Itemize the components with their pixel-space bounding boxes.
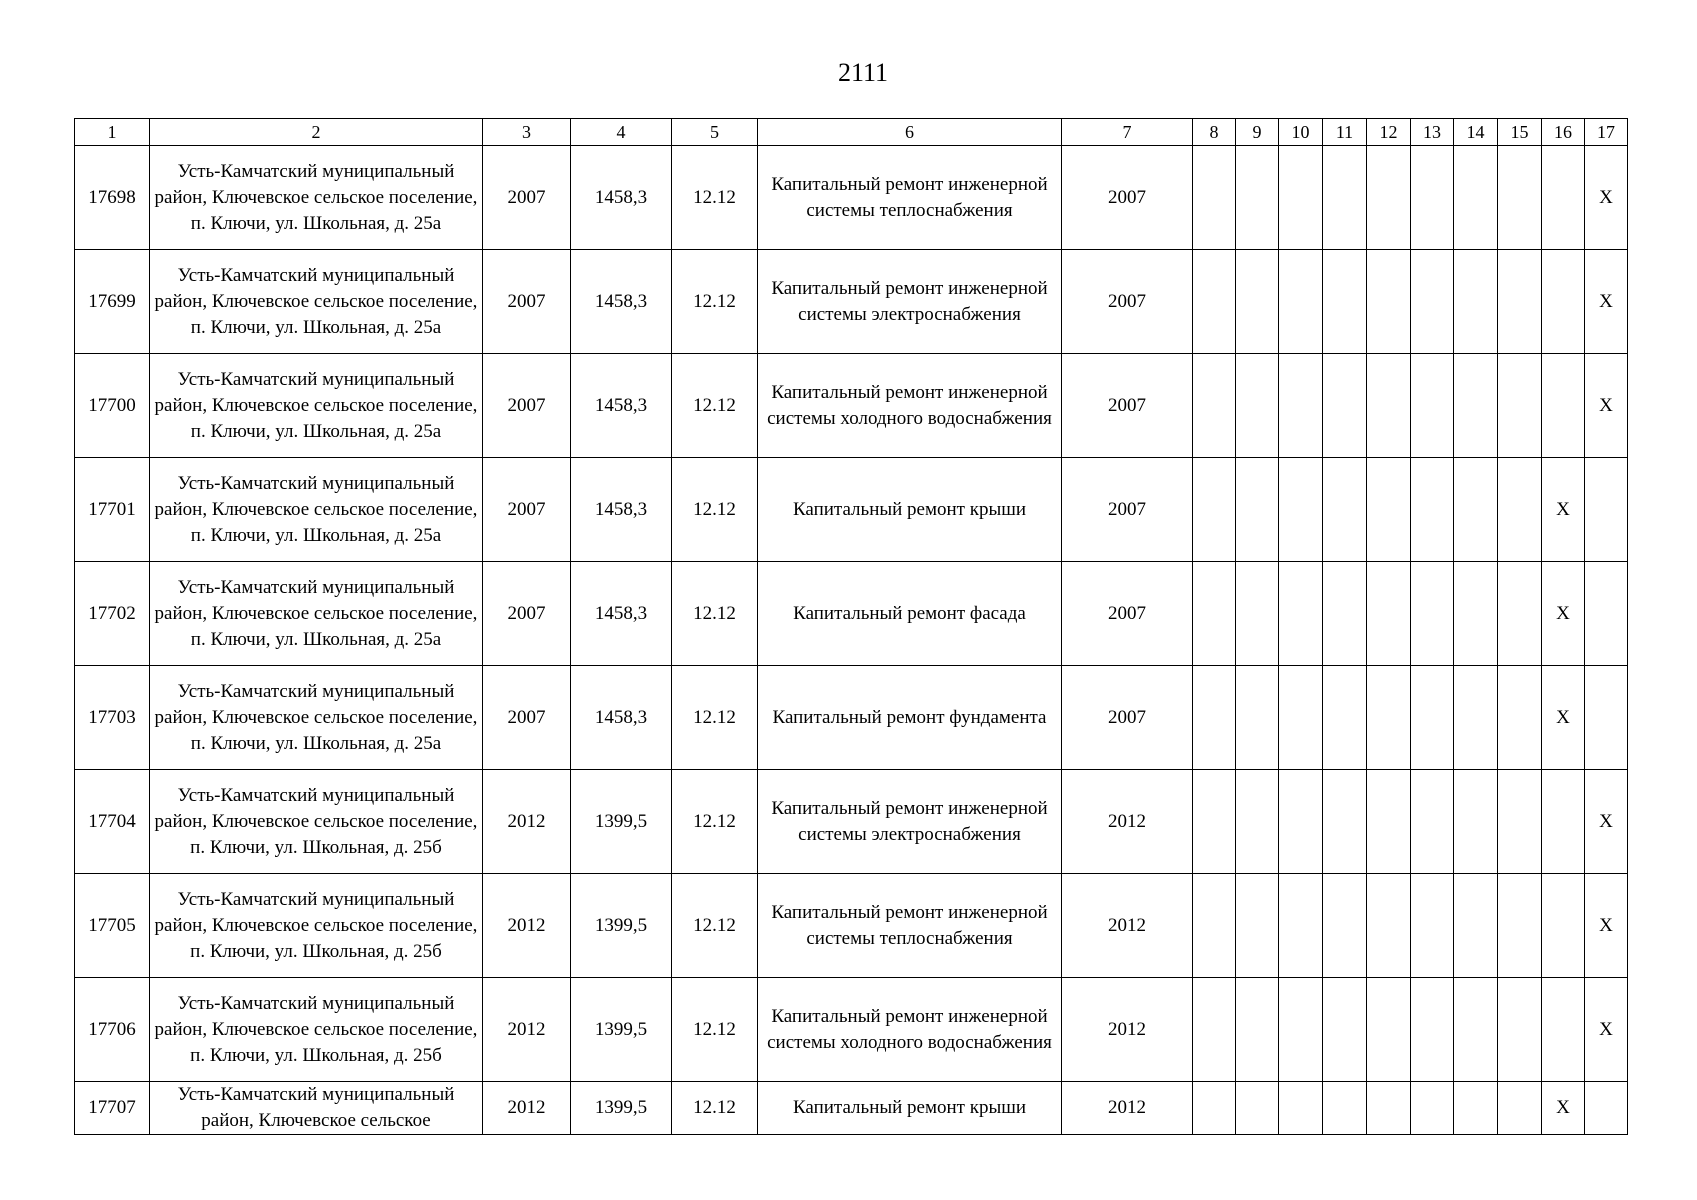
area-cell: 1399,5 — [571, 874, 672, 978]
address-cell: Усть-Камчатский муниципальный район, Ключевское сельское поселение, п. Ключи, ул. Школьная, д. 25а — [150, 354, 483, 458]
col-17-mark-cell: X — [1585, 874, 1628, 978]
code-cell: 12.12 — [672, 250, 758, 354]
col-9-cell — [1236, 354, 1279, 458]
col-8-cell — [1193, 978, 1236, 1082]
col-11-cell — [1323, 978, 1367, 1082]
header-cell: 4 — [571, 119, 672, 146]
work-type-cell: Капитальный ремонт инженерной системы холодного водоснабжения — [758, 354, 1062, 458]
row-number-cell: 17698 — [75, 146, 150, 250]
address-cell: Усть-Камчатский муниципальный район, Ключевское сельское поселение, п. Ключи, ул. Школьная, д. 25б — [150, 978, 483, 1082]
col-16-mark-cell — [1542, 250, 1585, 354]
col-9-cell — [1236, 562, 1279, 666]
row-number-cell: 17706 — [75, 978, 150, 1082]
col-16-mark-cell: X — [1542, 562, 1585, 666]
col-15-cell — [1498, 1082, 1542, 1135]
col-13-cell — [1411, 770, 1454, 874]
work-year-cell: 2012 — [1062, 1082, 1193, 1135]
code-cell: 12.12 — [672, 666, 758, 770]
table-row — [75, 1082, 1628, 1135]
col-9-cell — [1236, 1082, 1279, 1135]
code-cell: 12.12 — [672, 458, 758, 562]
col-11-cell — [1323, 562, 1367, 666]
header-cell: 11 — [1323, 119, 1367, 146]
col-17-mark-cell: X — [1585, 978, 1628, 1082]
work-type-cell: Капитальный ремонт крыши — [758, 1082, 1062, 1135]
header-cell: 3 — [483, 119, 571, 146]
area-cell: 1458,3 — [571, 666, 672, 770]
code-cell: 12.12 — [672, 146, 758, 250]
col-11-cell — [1323, 770, 1367, 874]
year-built-cell: 2007 — [483, 146, 571, 250]
work-year-cell: 2012 — [1062, 978, 1193, 1082]
col-11-cell — [1323, 354, 1367, 458]
row-number-cell: 17704 — [75, 770, 150, 874]
col-12-cell — [1367, 250, 1411, 354]
area-cell: 1458,3 — [571, 354, 672, 458]
col-12-cell — [1367, 146, 1411, 250]
year-built-cell: 2007 — [483, 354, 571, 458]
col-16-mark-cell — [1542, 874, 1585, 978]
col-16-mark-cell — [1542, 770, 1585, 874]
col-14-cell — [1454, 146, 1498, 250]
page-number: 2111 — [837, 58, 889, 87]
table-row — [75, 354, 1628, 458]
col-15-cell — [1498, 146, 1542, 250]
col-12-cell — [1367, 770, 1411, 874]
header-cell: 7 — [1062, 119, 1193, 146]
col-13-cell — [1411, 146, 1454, 250]
col-17-mark-cell — [1585, 1082, 1628, 1135]
header-cell: 9 — [1236, 119, 1279, 146]
col-17-mark-cell: X — [1585, 354, 1628, 458]
col-17-mark-cell — [1585, 666, 1628, 770]
col-12-cell — [1367, 562, 1411, 666]
header-cell: 10 — [1279, 119, 1323, 146]
col-8-cell — [1193, 770, 1236, 874]
col-17-mark-cell — [1585, 458, 1628, 562]
header-cell: 14 — [1454, 119, 1498, 146]
col-8-cell — [1193, 1082, 1236, 1135]
work-type-cell: Капитальный ремонт фундамента — [758, 666, 1062, 770]
year-built-cell: 2012 — [483, 874, 571, 978]
col-14-cell — [1454, 1082, 1498, 1135]
col-16-mark-cell — [1542, 978, 1585, 1082]
col-13-cell — [1411, 666, 1454, 770]
col-15-cell — [1498, 250, 1542, 354]
table-row — [75, 562, 1628, 666]
area-cell: 1399,5 — [571, 1082, 672, 1135]
col-15-cell — [1498, 354, 1542, 458]
col-10-cell — [1279, 666, 1323, 770]
col-8-cell — [1193, 458, 1236, 562]
header-cell: 1 — [75, 119, 150, 146]
code-cell: 12.12 — [672, 354, 758, 458]
col-14-cell — [1454, 562, 1498, 666]
col-17-mark-cell: X — [1585, 146, 1628, 250]
table-row — [75, 666, 1628, 770]
col-10-cell — [1279, 458, 1323, 562]
table-row — [75, 770, 1628, 874]
col-13-cell — [1411, 354, 1454, 458]
col-15-cell — [1498, 770, 1542, 874]
col-14-cell — [1454, 354, 1498, 458]
col-10-cell — [1279, 562, 1323, 666]
col-16-mark-cell: X — [1542, 666, 1585, 770]
address-cell: Усть-Камчатский муниципальный район, Ключевское сельское поселение, п. Ключи, ул. Школьная, д. 25б — [150, 874, 483, 978]
year-built-cell: 2012 — [483, 978, 571, 1082]
col-9-cell — [1236, 978, 1279, 1082]
col-17-mark-cell — [1585, 562, 1628, 666]
area-cell: 1458,3 — [571, 146, 672, 250]
col-9-cell — [1236, 666, 1279, 770]
code-cell: 12.12 — [672, 978, 758, 1082]
col-9-cell — [1236, 146, 1279, 250]
col-8-cell — [1193, 146, 1236, 250]
row-number-cell: 17707 — [75, 1082, 150, 1135]
table-row — [75, 458, 1628, 562]
col-10-cell — [1279, 250, 1323, 354]
year-built-cell: 2007 — [483, 562, 571, 666]
area-cell: 1458,3 — [571, 458, 672, 562]
col-14-cell — [1454, 770, 1498, 874]
work-type-cell: Капитальный ремонт инженерной системы теплоснабжения — [758, 874, 1062, 978]
col-11-cell — [1323, 874, 1367, 978]
work-year-cell: 2007 — [1062, 146, 1193, 250]
col-16-mark-cell — [1542, 146, 1585, 250]
col-15-cell — [1498, 562, 1542, 666]
col-11-cell — [1323, 146, 1367, 250]
header-cell: 16 — [1542, 119, 1585, 146]
row-number-cell: 17702 — [75, 562, 150, 666]
table-row — [75, 146, 1628, 250]
col-10-cell — [1279, 874, 1323, 978]
header-cell: 5 — [672, 119, 758, 146]
col-11-cell — [1323, 250, 1367, 354]
col-15-cell — [1498, 874, 1542, 978]
address-cell: Усть-Камчатский муниципальный район, Ключевское сельское поселение, п. Ключи, ул. Школьная, д. 25а — [150, 666, 483, 770]
col-16-mark-cell — [1542, 354, 1585, 458]
col-14-cell — [1454, 666, 1498, 770]
col-14-cell — [1454, 250, 1498, 354]
col-8-cell — [1193, 666, 1236, 770]
row-number-cell: 17699 — [75, 250, 150, 354]
work-type-cell: Капитальный ремонт крыши — [758, 458, 1062, 562]
table-row — [75, 250, 1628, 354]
address-cell: Усть-Камчатский муниципальный район, Ключевское сельское поселение, п. Ключи, ул. Школьная, д. 25а — [150, 562, 483, 666]
col-10-cell — [1279, 1082, 1323, 1135]
col-12-cell — [1367, 354, 1411, 458]
col-11-cell — [1323, 666, 1367, 770]
col-13-cell — [1411, 562, 1454, 666]
col-8-cell — [1193, 354, 1236, 458]
col-17-mark-cell: X — [1585, 770, 1628, 874]
work-year-cell: 2012 — [1062, 770, 1193, 874]
work-year-cell: 2007 — [1062, 666, 1193, 770]
col-12-cell — [1367, 978, 1411, 1082]
year-built-cell: 2007 — [483, 666, 571, 770]
col-10-cell — [1279, 354, 1323, 458]
col-11-cell — [1323, 458, 1367, 562]
header-cell: 17 — [1585, 119, 1628, 146]
col-8-cell — [1193, 874, 1236, 978]
header-cell: 6 — [758, 119, 1062, 146]
table-row — [75, 978, 1628, 1082]
row-number-cell: 17703 — [75, 666, 150, 770]
col-16-mark-cell: X — [1542, 1082, 1585, 1135]
address-cell: Усть-Камчатский муниципальный район, Ключевское сельское поселение, п. Ключи, ул. Школьная, д. 25а — [150, 250, 483, 354]
col-11-cell — [1323, 1082, 1367, 1135]
col-14-cell — [1454, 458, 1498, 562]
year-built-cell: 2007 — [483, 250, 571, 354]
area-cell: 1458,3 — [571, 562, 672, 666]
col-17-mark-cell: X — [1585, 250, 1628, 354]
col-12-cell — [1367, 1082, 1411, 1135]
col-12-cell — [1367, 874, 1411, 978]
address-cell: Усть-Камчатский муниципальный район, Ключевское сельское поселение, п. Ключи, ул. Школьная, д. 25б — [150, 770, 483, 874]
header-cell: 12 — [1367, 119, 1411, 146]
code-cell: 12.12 — [672, 1082, 758, 1135]
area-cell: 1458,3 — [571, 250, 672, 354]
col-12-cell — [1367, 458, 1411, 562]
col-10-cell — [1279, 770, 1323, 874]
address-cell: Усть-Камчатский муниципальный район, Ключевское сельское — [150, 1082, 483, 1135]
col-12-cell — [1367, 666, 1411, 770]
area-cell: 1399,5 — [571, 978, 672, 1082]
work-type-cell: Капитальный ремонт инженерной системы теплоснабжения — [758, 146, 1062, 250]
col-10-cell — [1279, 978, 1323, 1082]
code-cell: 12.12 — [672, 562, 758, 666]
col-15-cell — [1498, 666, 1542, 770]
header-cell: 8 — [1193, 119, 1236, 146]
code-cell: 12.12 — [672, 874, 758, 978]
work-year-cell: 2012 — [1062, 874, 1193, 978]
address-cell: Усть-Камчатский муниципальный район, Ключевское сельское поселение, п. Ключи, ул. Школьная, д. 25а — [150, 458, 483, 562]
work-type-cell: Капитальный ремонт инженерной системы электроснабжения — [758, 770, 1062, 874]
col-14-cell — [1454, 978, 1498, 1082]
area-cell: 1399,5 — [571, 770, 672, 874]
col-9-cell — [1236, 458, 1279, 562]
work-type-cell: Капитальный ремонт инженерной системы холодного водоснабжения — [758, 978, 1062, 1082]
work-year-cell: 2007 — [1062, 458, 1193, 562]
col-9-cell — [1236, 250, 1279, 354]
col-9-cell — [1236, 874, 1279, 978]
header-row — [75, 119, 1628, 146]
col-10-cell — [1279, 146, 1323, 250]
year-built-cell: 2012 — [483, 770, 571, 874]
header-cell: 15 — [1498, 119, 1542, 146]
header-cell: 13 — [1411, 119, 1454, 146]
work-type-cell: Капитальный ремонт фасада — [758, 562, 1062, 666]
col-15-cell — [1498, 458, 1542, 562]
row-number-cell: 17700 — [75, 354, 150, 458]
year-built-cell: 2007 — [483, 458, 571, 562]
col-15-cell — [1498, 978, 1542, 1082]
col-9-cell — [1236, 770, 1279, 874]
col-13-cell — [1411, 1082, 1454, 1135]
work-type-cell: Капитальный ремонт инженерной системы электроснабжения — [758, 250, 1062, 354]
row-number-cell: 17701 — [75, 458, 150, 562]
table-row — [75, 874, 1628, 978]
row-number-cell: 17705 — [75, 874, 150, 978]
col-8-cell — [1193, 250, 1236, 354]
col-13-cell — [1411, 874, 1454, 978]
work-year-cell: 2007 — [1062, 250, 1193, 354]
col-16-mark-cell: X — [1542, 458, 1585, 562]
col-8-cell — [1193, 562, 1236, 666]
col-13-cell — [1411, 250, 1454, 354]
col-13-cell — [1411, 978, 1454, 1082]
col-14-cell — [1454, 874, 1498, 978]
year-built-cell: 2012 — [483, 1082, 571, 1135]
address-cell: Усть-Камчатский муниципальный район, Ключевское сельское поселение, п. Ключи, ул. Школьная, д. 25а — [150, 146, 483, 250]
work-year-cell: 2007 — [1062, 562, 1193, 666]
registry-table — [74, 118, 1628, 1135]
col-13-cell — [1411, 458, 1454, 562]
header-cell: 2 — [150, 119, 483, 146]
work-year-cell: 2007 — [1062, 354, 1193, 458]
code-cell: 12.12 — [672, 770, 758, 874]
